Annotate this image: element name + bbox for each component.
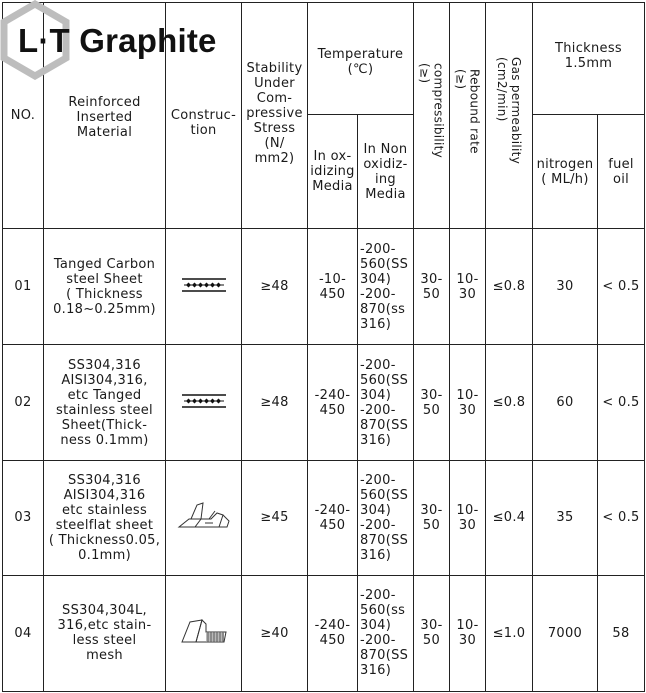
header-non-oxidizing: In Non oxidiz- ing Media [358,115,414,229]
row-rebound: 10- 30 [450,229,486,345]
header-stability: Stability Under Com- pressive Stress (N/ mm2) [242,3,308,229]
row-rebound: 10- 30 [450,575,486,691]
header-oxidizing: In ox- idizing Media [308,115,358,229]
row-rebound: 10- 30 [450,345,486,460]
row-construction [166,229,242,345]
table-row [3,460,645,575]
row-non-oxidizing: -200- 560(SS 304) -200- 870(SS 316) [358,460,414,575]
tanged-sheet-icon [181,277,227,293]
header-compressibility [414,3,450,229]
brand-name: L·T Graphite [18,22,217,59]
row-fuel-oil: 58 [598,575,645,691]
flat-sheet-icon [175,497,233,535]
row-non-oxidizing: -200- 560(SS 304) -200- 870(ss 316) [358,229,414,345]
row-material: Tanged Carbon steel Sheet ( Thickness 0.18~0.25mm) [44,229,166,345]
header-temperature: Temperature (℃) [308,3,414,115]
row-compressibility: 30- 50 [414,229,450,345]
row-material: SS304,304L, 316,etc stain- less steel mesh [44,575,166,691]
row-no: 04 [3,575,44,691]
row-stability: ≥40 [242,575,308,691]
row-oxidizing: -10- 450 [308,229,358,345]
row-construction [166,345,242,460]
row-non-oxidizing: -200- 560(SS 304) -200- 870(SS 316) [358,345,414,460]
mesh-icon [176,612,232,650]
row-oxidizing: -240- 450 [308,345,358,460]
row-material: SS304,316 AISI304,316 etc stainless steelflat sheet ( Thickness0.05, 0.1mm) [44,460,166,575]
row-nitrogen: 7000 [533,575,598,691]
spec-table [2,2,645,692]
header-fuel-oil: fuel oil [598,115,645,229]
table-row [3,229,645,345]
table-row [3,345,645,460]
header-thickness: Thickness 1.5mm [533,3,645,115]
row-no: 02 [3,345,44,460]
row-stability: ≥48 [242,345,308,460]
header-material: Reinforced Inserted Material [44,3,166,229]
table-row [3,575,645,691]
row-gas: ≤0.8 [486,345,533,460]
row-construction [166,575,242,691]
header-rebound-text: Rebound rate (≥) [453,69,482,154]
row-fuel-oil: < 0.5 [598,345,645,460]
header-compressibility-text: compressibility (≥) [417,63,446,159]
header-gas-text: Gas permeability (cm2/min) [495,57,523,165]
row-non-oxidizing: -200- 560(ss 304) -200- 870(SS 316) [358,575,414,691]
row-no: 01 [3,229,44,345]
row-nitrogen: 30 [533,229,598,345]
row-nitrogen: 35 [533,460,598,575]
row-construction [166,460,242,575]
row-oxidizing: -240- 450 [308,460,358,575]
row-gas: ≤0.8 [486,229,533,345]
row-rebound: 10- 30 [450,460,486,575]
logo [0,0,250,75]
header-construction: Construc- tion [166,3,242,229]
header-rebound [450,3,486,229]
row-compressibility: 30- 50 [414,575,450,691]
row-compressibility: 30- 50 [414,345,450,460]
row-gas: ≤0.4 [486,460,533,575]
row-gas: ≤1.0 [486,575,533,691]
header-no: NO. [3,3,44,229]
row-stability: ≥48 [242,229,308,345]
row-fuel-oil: < 0.5 [598,460,645,575]
row-stability: ≥45 [242,460,308,575]
row-nitrogen: 60 [533,345,598,460]
row-material: SS304,316 AISI304,316, etc Tanged stainless steel Sheet(Thick- ness 0.1mm) [44,345,166,460]
row-no: 03 [3,460,44,575]
header-nitrogen: nitrogen ( ML/h) [533,115,598,229]
header-gas [486,3,533,229]
tanged-sheet-icon [181,393,227,409]
row-oxidizing: -240- 450 [308,575,358,691]
row-compressibility: 30- 50 [414,460,450,575]
row-fuel-oil: < 0.5 [598,229,645,345]
